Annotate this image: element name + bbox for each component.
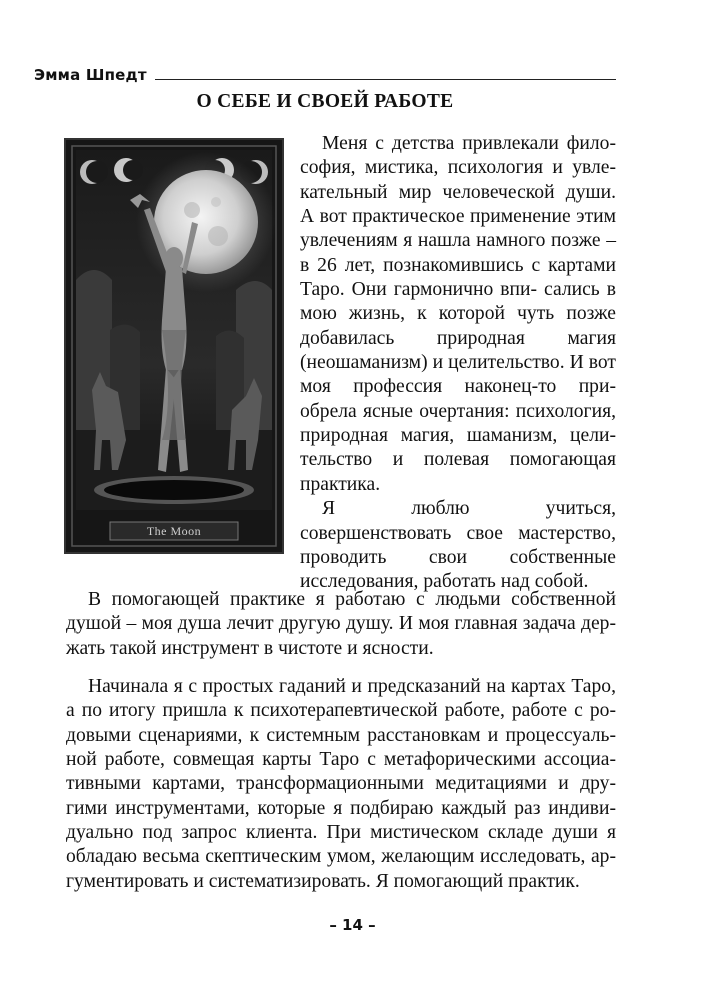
paragraph-4-line: дуально под запрос клиента. При мистическом складе души я <box>66 822 616 844</box>
paragraph-1-line: обрела ясные очертания: психология, <box>300 400 616 422</box>
paragraph-1 <box>300 132 616 497</box>
paragraph-4-line: гументировать и систематизировать. Я помогающий практик. <box>66 870 580 892</box>
paragraph-1-line: позже – в 26 лет, познакомившись с <box>300 230 616 276</box>
paragraph-4-line: ной работе, совмещая карты Таро с метафорическими ассоциа- <box>66 749 616 771</box>
running-head-rule <box>155 79 616 80</box>
paragraph-1-line: позже добавилась природная магия <box>300 303 616 349</box>
paragraph-4-line: а по итогу пришла к психотерапевтической работе, работе с ро- <box>66 700 616 722</box>
moon-tarot-card-illustration <box>64 138 284 554</box>
paragraph-2 <box>300 497 616 594</box>
card-caption: The Moon <box>146 524 202 538</box>
paragraph-1-line: (неошаманизм) и целительство. И <box>300 352 584 374</box>
paragraph-1-line: практика. <box>300 473 381 495</box>
paragraph-1-line: сались в мою жизнь, к которой чуть <box>300 279 616 325</box>
paragraph-1-line: Меня с детства привлекали фило- <box>322 133 616 154</box>
paragraph-1-line: вот моя профессия наконец-то при- <box>300 352 616 398</box>
paragraph-3-line: В помогающей практике я работаю с людьми собственной <box>88 589 616 610</box>
running-head <box>34 62 616 84</box>
right-column-text <box>300 132 616 595</box>
full-width-text <box>66 588 616 894</box>
paragraph-1-line: софия, мистика, психология и увле- <box>300 157 616 179</box>
paragraph-2-line: над собой. <box>500 571 589 593</box>
paragraph-1-line: этим увлечениям я нашла намного <box>300 206 617 252</box>
paragraph-4 <box>66 675 616 894</box>
paragraph-3-line: душой – моя душа лечит другую душу. И моя главная задача дер- <box>66 613 616 635</box>
paragraph-1-line: картами Таро. Они гармонично впи- <box>300 254 616 301</box>
paragraph-1-line: кательный мир человеческой души. <box>300 181 616 203</box>
paragraph-4-line: гими инструментами, которые я подбираю каждый раз индиви- <box>66 797 616 819</box>
running-head-author: Эмма Шпедт <box>34 66 147 84</box>
paragraph-2-line: свое мастерство, проводить свои <box>300 522 616 568</box>
paragraph-4-line: тивными картами, трансформационными медитациями и дру- <box>66 773 616 795</box>
paragraph-4-line: обладаю весьма скептическим умом, желающим исследовать, ар- <box>66 846 616 868</box>
paragraph-4-line: Начинала я с простых гаданий и предсказаний на картах Таро, <box>88 676 616 698</box>
paragraph-1-line: природная магия, шаманизм, цели- <box>300 425 616 447</box>
section-title: О СЕБЕ И СВОЕЙ РАБОТЕ <box>196 91 454 112</box>
paragraph-4-line: довыми сценариями, к системным расстановкам и процессуаль- <box>66 724 616 746</box>
paragraph-3 <box>66 588 616 661</box>
paragraph-3-line: жать такой инструмент в чистоте и ясности. <box>66 637 434 659</box>
paragraph-1-line: А вот практическое применение <box>300 206 571 228</box>
paragraph-2-line: собственные исследования, работать <box>300 546 616 593</box>
paragraph-2-line: Я люблю учиться, совершенствовать <box>300 498 616 544</box>
moon-card-artwork <box>66 140 282 552</box>
paragraph-1-line: тельство и полевая помогающая <box>300 449 616 471</box>
page-number: – 14 – <box>329 916 376 934</box>
